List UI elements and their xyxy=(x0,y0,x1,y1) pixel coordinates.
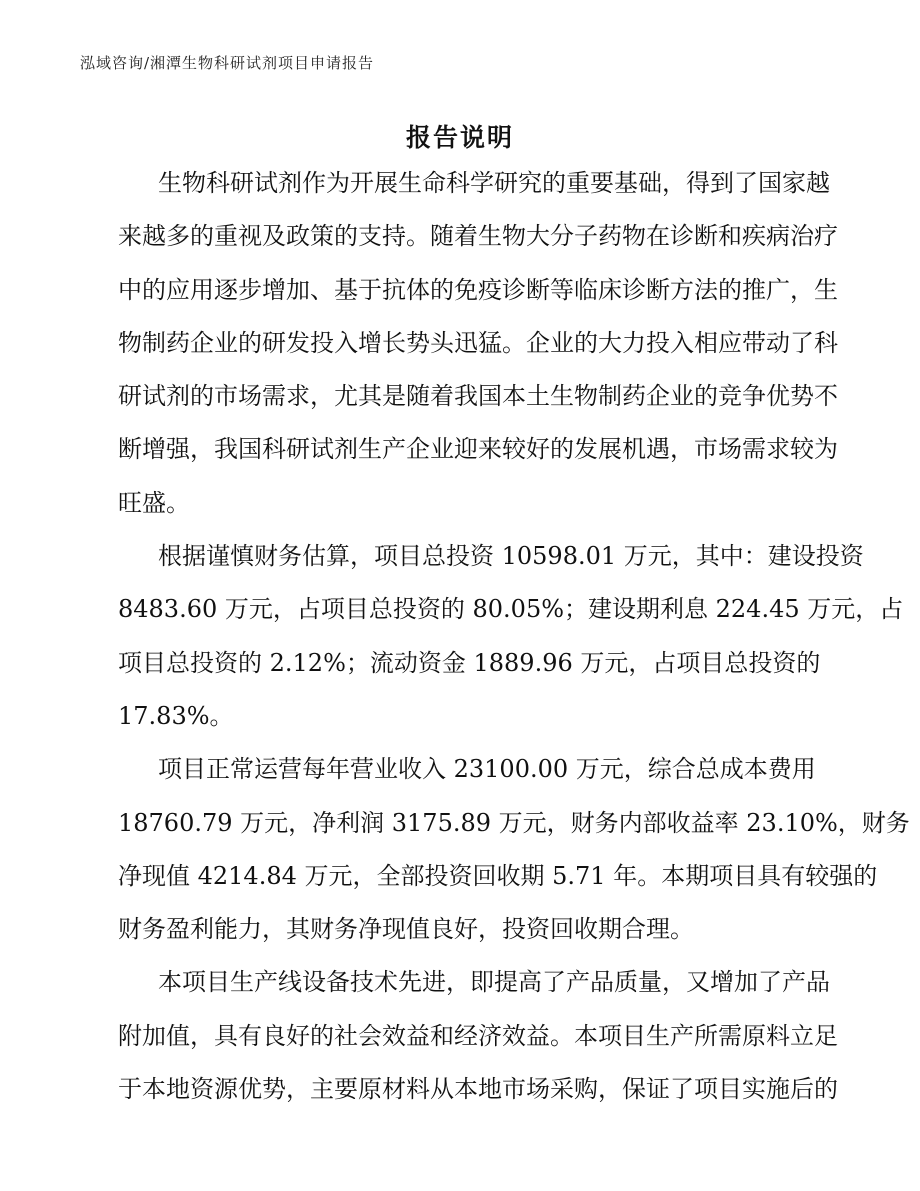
paragraph-3-line: 净现值 4214.84 万元，全部投资回收期 5.71 年。本期项目具有较强的 xyxy=(118,861,878,890)
paragraph-1-line: 物制药企业的研发投入增长势头迅猛。企业的大力投入相应带动了科 xyxy=(118,328,838,357)
report-body xyxy=(118,157,910,1116)
paragraph-1-line: 断增强，我国科研试剂生产企业迎来较好的发展机遇，市场需求较为 xyxy=(118,435,838,464)
paragraph-2-line: 17.83%。 xyxy=(118,701,234,730)
paragraph-3-line: 项目正常运营每年营业收入 23100.00 万元，综合总成本费用 xyxy=(158,755,816,784)
paragraph-1-line: 旺盛。 xyxy=(118,488,190,517)
paragraph-1-line: 来越多的重视及政策的支持。随着生物大分子药物在诊断和疾病治疗 xyxy=(118,222,838,251)
paragraph-4-line: 附加值，具有良好的社会效益和经济效益。本项目生产所需原料立足 xyxy=(118,1021,838,1050)
running-header: 泓域咨询/湘潭生物科研试剂项目申请报告 xyxy=(80,54,375,72)
paragraph-1-line: 生物科研试剂作为开展生命科学研究的重要基础，得到了国家越 xyxy=(158,169,830,197)
paragraph-4-line: 本项目生产线设备技术先进，即提高了产品质量，又增加了产品 xyxy=(158,968,830,997)
paragraph-1-line: 研试剂的市场需求，尤其是随着我国本土生物制药企业的竞争优势不 xyxy=(118,382,838,411)
paragraph-2-line: 8483.60 万元，占项目总投资的 80.05%；建设期利息 224.45 万元，占 xyxy=(118,595,904,624)
paragraph-3-line: 18760.79 万元，净利润 3175.89 万元，财务内部收益率 23.10%，财务 xyxy=(118,808,910,837)
paragraph-3-line: 财务盈利能力，其财务净现值良好，投资回收期合理。 xyxy=(118,915,694,944)
paragraph-1-line: 中的应用逐步增加、基于抗体的免疫诊断等临床诊断方法的推广，生 xyxy=(118,275,838,304)
paragraph-4-line: 于本地资源优势，主要原材料从本地市场采购，保证了项目实施后的 xyxy=(118,1075,838,1104)
section-title: 报告说明 xyxy=(405,123,514,152)
paragraph-2-line: 根据谨慎财务估算，项目总投资 10598.01 万元，其中：建设投资 xyxy=(158,542,864,571)
paragraph-2-line: 项目总投资的 2.12%；流动资金 1889.96 万元，占项目总投资的 xyxy=(118,648,821,677)
